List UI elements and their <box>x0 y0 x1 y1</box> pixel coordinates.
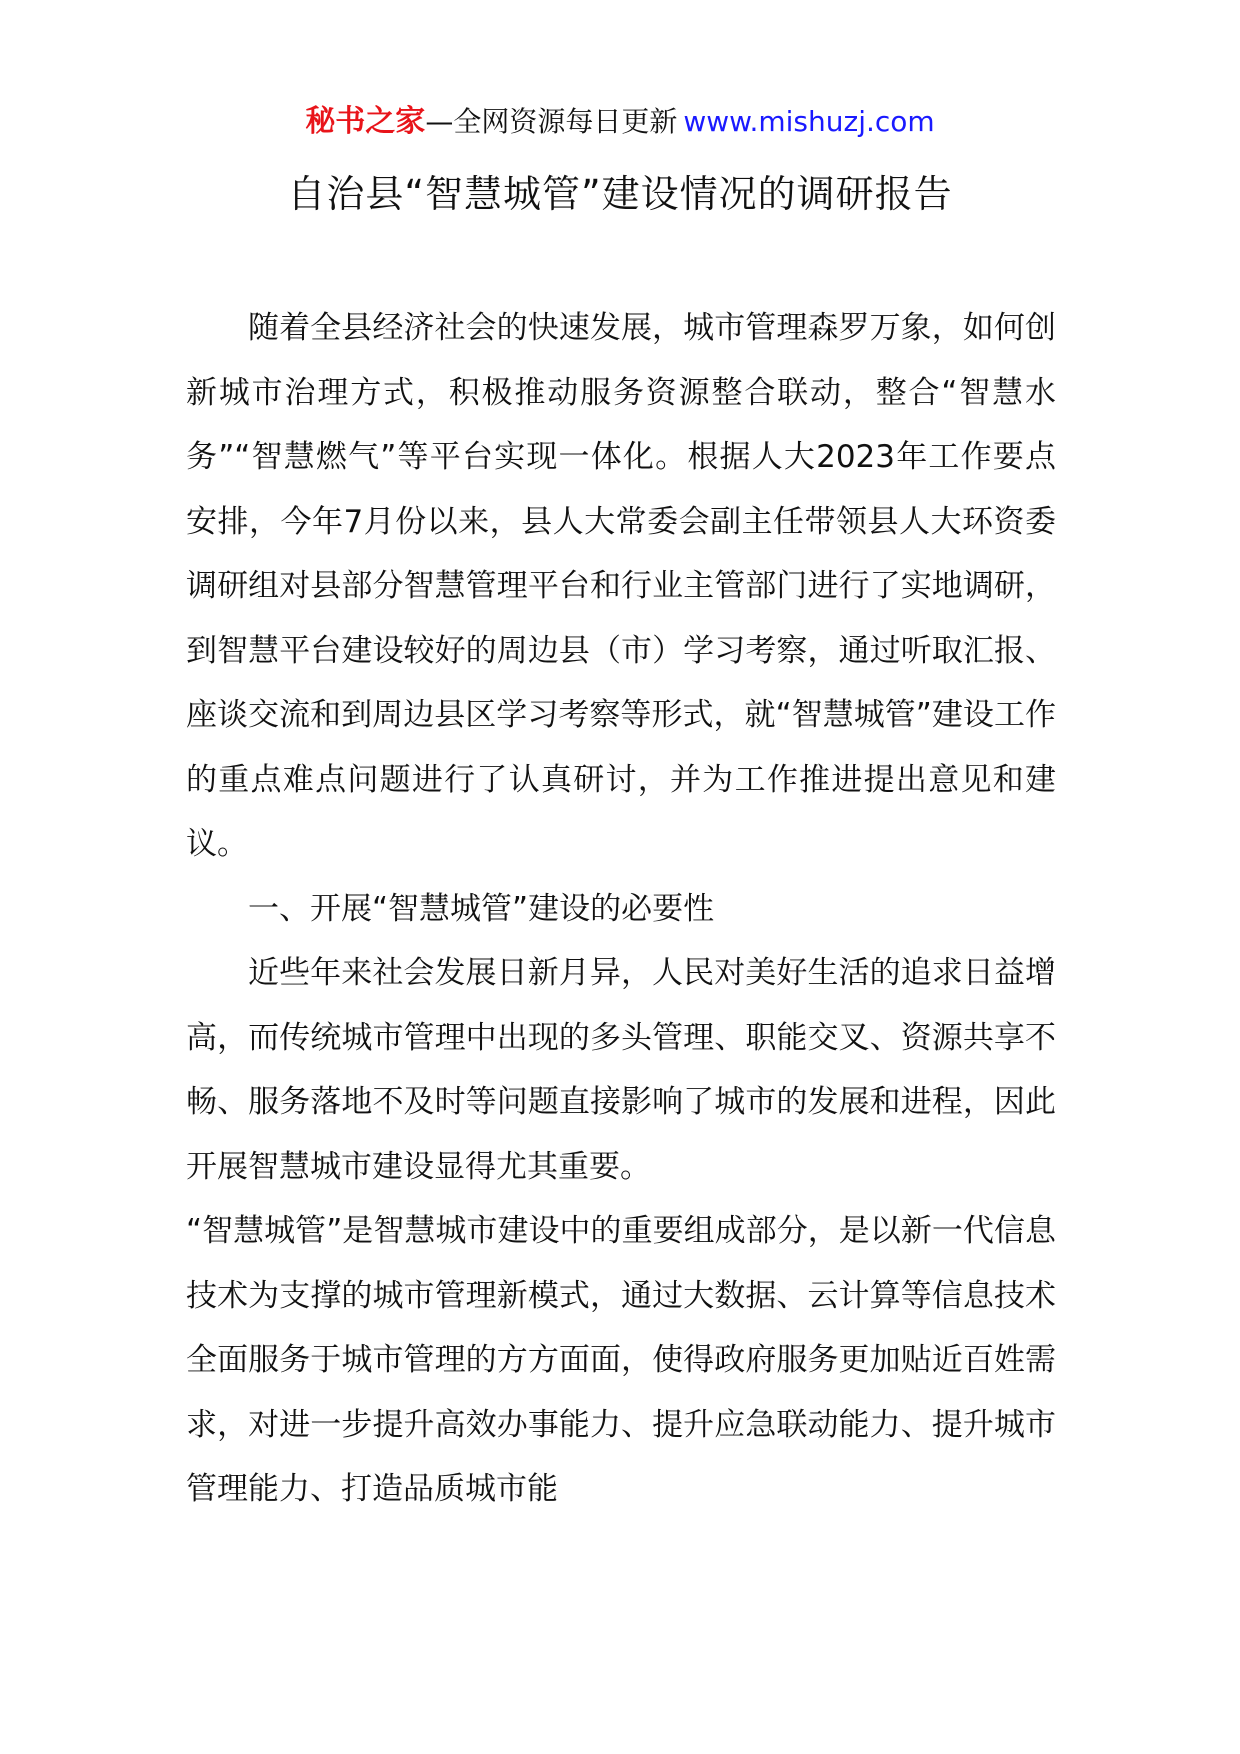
site-brand: 秘书之家 <box>305 104 426 139</box>
section-paragraph: 近些年来社会发展日新月异，人民对美好生活的追求日益增高，而传统城市管理中出现的多头管理、职能交叉、资源共享不畅、服务落地不及时等问题直接影响了城市的发展和进程，因此开展智慧城市建设显得尤其重要。 <box>186 955 1056 1185</box>
site-url: www.mishuzj.com <box>683 105 935 138</box>
intro-paragraph: 随着全县经济社会的快速发展，城市管理森罗万象，如何创新城市治理方式，积极推动服务资源整合联动，整合“智慧水务”“智慧燃气”等平台实现一体化。根据人大2023年工作要点安排，今年7月份以来，县人大常委会副主任带领县人大环资委调研组对县部分智慧管理平台和行业主管部门进行了实地调研，到智慧平台建设较好的周边县（市）学习考察，通过听取汇报、座谈交流和到周边县区学习考察等形式，就“智慧城管”建设工作的重点难点问题进行了认真研讨，并为工作推进提出意见和建议。 <box>186 310 1056 862</box>
document-title: 自治县“智慧城管”建设情况的调研报告 <box>287 172 953 216</box>
site-header <box>0 102 1240 142</box>
section-heading: 一、开展“智慧城管”建设的必要性 <box>248 890 715 927</box>
section-paragraph-continued: “智慧城管”是智慧城市建设中的重要组成部分，是以新一代信息技术为支撑的城市管理新模式，通过大数据、云计算等信息技术全面服务于城市管理的方方面面，使得政府服务更加贴近百姓需求，对进一步提升高效办事能力、提升应急联动能力、提升城市管理能力、打造品质城市能 <box>186 1213 1056 1507</box>
document-body <box>186 296 1056 1522</box>
site-slogan: —全网资源每日更新 <box>425 105 678 138</box>
